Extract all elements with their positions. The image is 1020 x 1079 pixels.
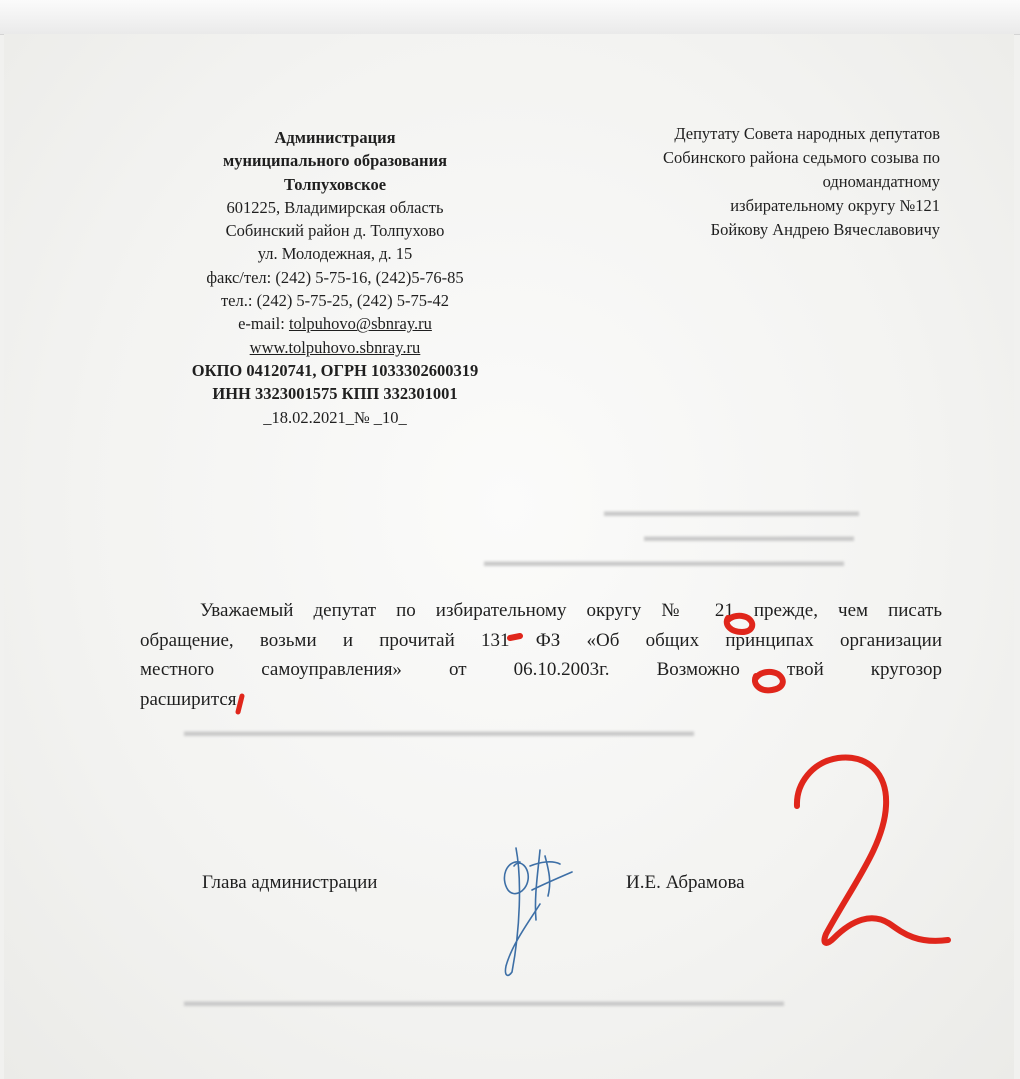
handwritten-signature [504,848,572,975]
show-through-text: ▬▬▬▬▬▬▬▬▬▬▬▬▬▬▬▬▬▬▬▬▬▬▬▬ [484,554,844,570]
email-link[interactable]: tolpuhovo@sbnray.ru [288,314,432,334]
sender-org: Администрация [274,128,396,147]
sender-address: ул. Молодежная, д. 15 [257,244,413,264]
website-link[interactable]: www.tolpuhovo.sbnray.ru [249,337,421,357]
red-ink-corrections [238,616,948,943]
soft-sign-insert-mark [238,696,242,712]
dash-mark [510,636,520,638]
show-through-text: ▬▬▬▬▬▬▬▬▬▬▬▬▬▬▬▬▬▬▬▬▬▬▬▬▬▬▬▬▬▬▬▬▬▬▬▬▬▬▬▬ [184,994,784,1010]
sender-address: 601225, Владимирская область [226,197,444,217]
show-through-text: ▬▬▬▬▬▬▬▬▬▬▬▬▬▬▬▬▬▬▬▬▬▬▬▬▬▬▬▬▬▬▬▬▬▬ [184,724,694,740]
letter-date-number: _18.02.2021_№ _10_ [263,407,407,427]
recipient-line: Депутату Совета народных депутатов [674,124,940,143]
email-label: e-mail: [238,314,289,334]
signatory-name: И.Е. Абрамова [626,872,745,893]
recipient-line: избирательному округу №121 [730,196,940,215]
sender-org: Толпуховское [283,174,387,194]
show-through-text: ▬▬▬▬▬▬▬▬▬▬▬▬▬▬▬▬▬ [604,504,859,520]
comma-mark-2 [755,672,783,690]
grade-two [797,757,948,942]
sender-phone: тел.: (242) 5-75-25, (242) 5-75-42 [220,291,450,311]
body-line: Уважаемый депутат по избирательному округу № 21 прежде, чем писать [200,600,942,621]
body-line: местного самоуправления» от 06.10.2003г. Возможно твой кругозор [140,659,942,680]
recipient-line: Собинского района седьмого созыва по [663,148,940,167]
body-line: обращение, возьми и прочитай 131 ФЗ «Об общих принципах организации [140,629,942,651]
recipient-line: одномандатному [822,172,940,191]
recipient-name: Бойкову Андрею Вячеславовичу [710,220,940,239]
sender-codes: ОКПО 04120741, ОГРН 1033302600319 [191,360,479,380]
sender-fax: факс/тел: (242) 5-75-16, (242)5-76-85 [206,267,464,287]
sender-address: Собинский район д. Толпухово [225,221,445,241]
body-line: расширится. [140,688,242,710]
signatory-title: Глава администрации [202,872,378,893]
show-through-text: ▬▬▬▬▬▬▬▬▬▬▬▬▬▬ [644,529,854,545]
sender-org: муниципального образования [222,151,447,171]
comma-mark-1 [727,616,752,632]
sender-codes: ИНН 3323001575 КПП 332301001 [212,384,458,404]
